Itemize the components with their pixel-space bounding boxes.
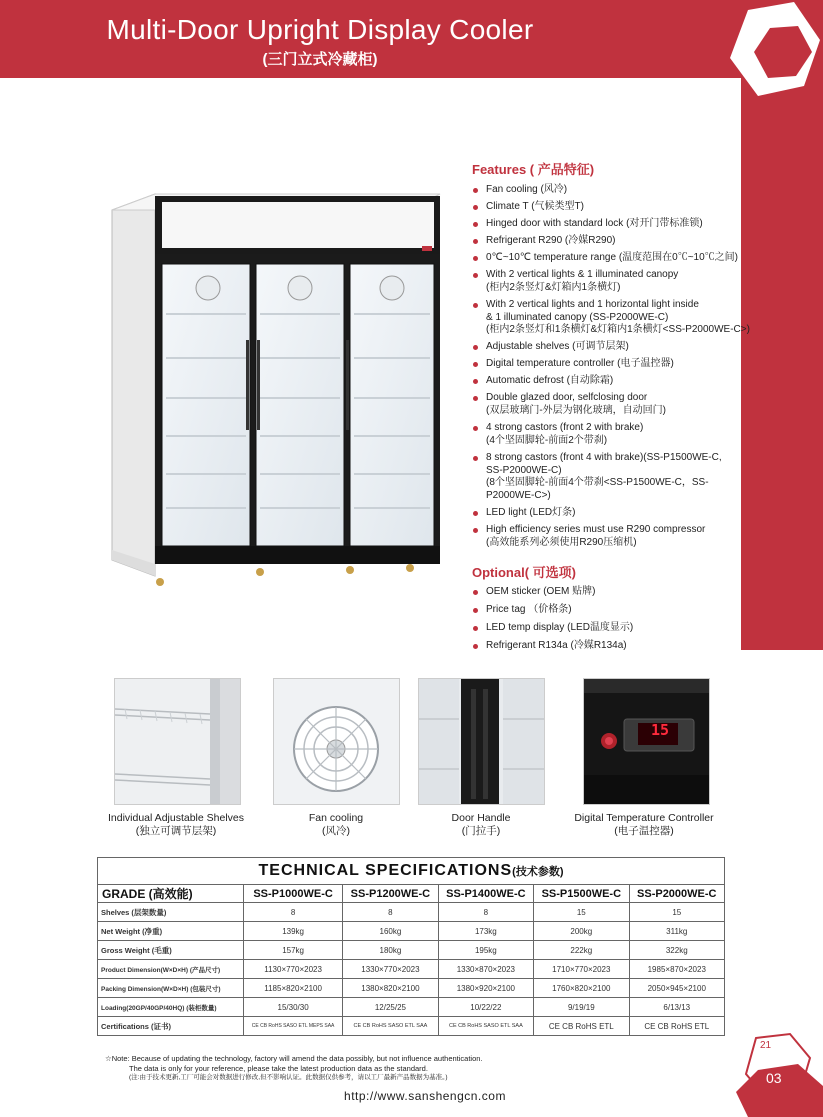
spec-cell: 1380×920×2100 [438, 979, 533, 998]
spec-grade-row [98, 885, 725, 903]
optional-title: Optional( 可选项) [472, 565, 576, 580]
feature-item: Adjustable shelves (可调节层架) [472, 341, 752, 354]
feature-item: Hinged door with standard lock (对开门带标准锁) [472, 218, 752, 231]
spec-cell: 9/19/19 [534, 998, 629, 1017]
spec-cell: 1130×770×2023 [244, 960, 343, 979]
spec-cell: 222kg [534, 941, 629, 960]
feature-item: 4 strong castors (front 2 with brake) (4个坚固脚轮-前面2个带刹) [472, 422, 752, 448]
optional-list [472, 586, 752, 658]
optional-item: LED temp display (LED温度显示) [472, 622, 752, 635]
optional-item: Price tag （价格条) [472, 604, 752, 617]
spec-cell: 15 [629, 903, 724, 922]
spec-row-label: Product Dimension(W×D×H) (产品尺寸) [98, 960, 244, 979]
note-line-2: The data is only for your reference, please take the latest production data as the standard. [129, 1063, 428, 1073]
spec-row-label: Packing Dimension(W×D×H) (包装尺寸) [98, 979, 244, 998]
door-handle-icon [419, 679, 544, 804]
spec-row-label: Certifications (证书) [98, 1017, 244, 1036]
page-title: Multi-Door Upright Display Cooler [106, 14, 534, 45]
spec-cell: CE CB RoHS SASO ETL SAA [438, 1017, 533, 1036]
feature-item: Fan cooling (风冷) [472, 184, 752, 197]
spec-cell: 8 [438, 903, 533, 922]
grade-label: GRADE (高效能) [98, 885, 244, 903]
shelves-icon [115, 679, 240, 804]
feature-item: With 2 vertical lights and 1 horizontal light inside & 1 illuminated canopy (SS-P2000WE-C) (柜内2条竖灯和1条横灯&灯箱内1条横灯<SS-P2000WE-C>) [472, 299, 752, 337]
spec-cell: CE CB RoHS SASO ETL SAA [343, 1017, 438, 1036]
spec-cell: 311kg [629, 922, 724, 941]
thumb-adjustable-shelves [114, 678, 241, 805]
hexagon-decoration [708, 0, 823, 110]
features-list [472, 184, 752, 554]
spec-cell: 160kg [343, 922, 438, 941]
spec-title-text: TECHNICAL SPECIFICATIONS [258, 862, 513, 879]
spec-cell: 157kg [244, 941, 343, 960]
spec-cell: 1985×870×2023 [629, 960, 724, 979]
optional-item: Refrigerant R134a (冷媒R134a) [472, 640, 752, 653]
fan-icon [274, 679, 399, 804]
spec-row-shelves [98, 903, 725, 922]
feature-item: Refrigerant R290 (冷媒R290) [472, 235, 752, 248]
spec-cell: 1185×820×2100 [244, 979, 343, 998]
product-image-cooler [110, 190, 450, 600]
page-number-small: 21 [760, 1040, 772, 1051]
spec-cell: 1380×820×2100 [343, 979, 438, 998]
thermostat-icon [584, 679, 709, 804]
feature-item: High efficiency series must use R290 compressor (高效能系列必须使用R290压缩机) [472, 524, 752, 550]
spec-cell: 12/25/25 [343, 998, 438, 1017]
spec-cell: CE CB RoHS ETL [534, 1017, 629, 1036]
spec-cell: 1710×770×2023 [534, 960, 629, 979]
footer-note [105, 1054, 725, 1083]
spec-cell: 1330×870×2023 [438, 960, 533, 979]
spec-cell: 8 [343, 903, 438, 922]
spec-table [97, 857, 725, 1036]
spec-cell: 15/30/30 [244, 998, 343, 1017]
website-url[interactable]: http://www.sanshengcn.com [344, 1089, 506, 1103]
spec-cell: 8 [244, 903, 343, 922]
spec-cell: 173kg [438, 922, 533, 941]
spec-row-net-weight [98, 922, 725, 941]
note-line-1: ☆Note: Because of updating the technology, factory will amend the data possibly, but not influence authentication. [105, 1054, 483, 1063]
feature-item: Climate T (气候类型T) [472, 201, 752, 214]
spec-cell: CE CB RoHS SASO ETL MEPS SAA [244, 1017, 343, 1036]
spec-cell: 200kg [534, 922, 629, 941]
features-title: Features ( 产品特征) [472, 162, 595, 177]
feature-item: 0℃~10℃ temperature range (温度范围在0℃~10℃之间) [472, 252, 752, 265]
spec-row-label: Gross Weight (毛重) [98, 941, 244, 960]
feature-item: LED light (LED灯条) [472, 507, 752, 520]
spec-cell: 15 [534, 903, 629, 922]
model-header: SS-P2000WE-C [629, 885, 724, 903]
spec-cell: 2050×945×2100 [629, 979, 724, 998]
spec-row-label: Net Weight (净重) [98, 922, 244, 941]
model-header: SS-P1500WE-C [534, 885, 629, 903]
spec-row-packing-dimension [98, 979, 725, 998]
note-line-3: (注:由于技术更新,工厂可能会对数据进行修改,但不影响认证。此数据仅供参考，请以工厂最新产品数据为基准。) [129, 1074, 448, 1081]
spec-cell: 10/22/22 [438, 998, 533, 1017]
page-subtitle: (三门立式冷藏柜) [262, 51, 378, 68]
spec-row-product-dimension [98, 960, 725, 979]
thumb-temperature-controller [583, 678, 710, 805]
spec-row-gross-weight [98, 941, 725, 960]
feature-item: Digital temperature controller (电子温控器) [472, 358, 752, 371]
spec-cell: 139kg [244, 922, 343, 941]
spec-table-title [98, 858, 725, 885]
caption-fan: Fan cooling (风冷) [308, 812, 364, 837]
feature-item: With 2 vertical lights & 1 illuminated canopy (柜内2条竖灯&灯箱内1条横灯) [472, 269, 752, 295]
thumb-fan-cooling [273, 678, 400, 805]
caption-shelves: Individual Adjustable Shelves (独立可调节层架) [107, 812, 244, 837]
spec-row-loading [98, 998, 725, 1017]
spec-cell: 195kg [438, 941, 533, 960]
spec-cell: 180kg [343, 941, 438, 960]
spec-row-label: Loading(20GP/40GP/40HQ) (装柜数量) [98, 998, 244, 1017]
spec-cell: 6/13/13 [629, 998, 724, 1017]
feature-item: Automatic defrost (自动除霜) [472, 375, 752, 388]
page-number: 03 [766, 1070, 782, 1086]
model-header: SS-P1000WE-C [244, 885, 343, 903]
feature-item: 8 strong castors (front 4 with brake)(SS-P1500WE-C, SS-P2000WE-C) (8个坚固脚轮-前面4个带刹<SS-P1500WE-C，SS-P2000WE-C>) [472, 452, 752, 503]
spec-row-certifications [98, 1017, 725, 1036]
optional-item: OEM sticker (OEM 贴牌) [472, 586, 752, 599]
model-header: SS-P1400WE-C [438, 885, 533, 903]
caption-door-handle: Door Handle (门拉手) [451, 812, 511, 837]
spec-title-cn: (技术参数) [512, 866, 564, 878]
spec-cell: 322kg [629, 941, 724, 960]
spec-cell: 1330×770×2023 [343, 960, 438, 979]
spec-cell: 1760×820×2100 [534, 979, 629, 998]
temperature-display-value: 15 [650, 721, 670, 739]
spec-row-label: Shelves (层架数量) [98, 903, 244, 922]
thumb-door-handle [418, 678, 545, 805]
feature-item: Double glazed door, selfclosing door (双层玻璃门-外层为钢化玻璃，自动回门) [472, 392, 752, 418]
model-header: SS-P1200WE-C [343, 885, 438, 903]
spec-cell: CE CB RoHS ETL [629, 1017, 724, 1036]
caption-temp-controller: Digital Temperature Controller (电子温控器) [574, 812, 714, 837]
